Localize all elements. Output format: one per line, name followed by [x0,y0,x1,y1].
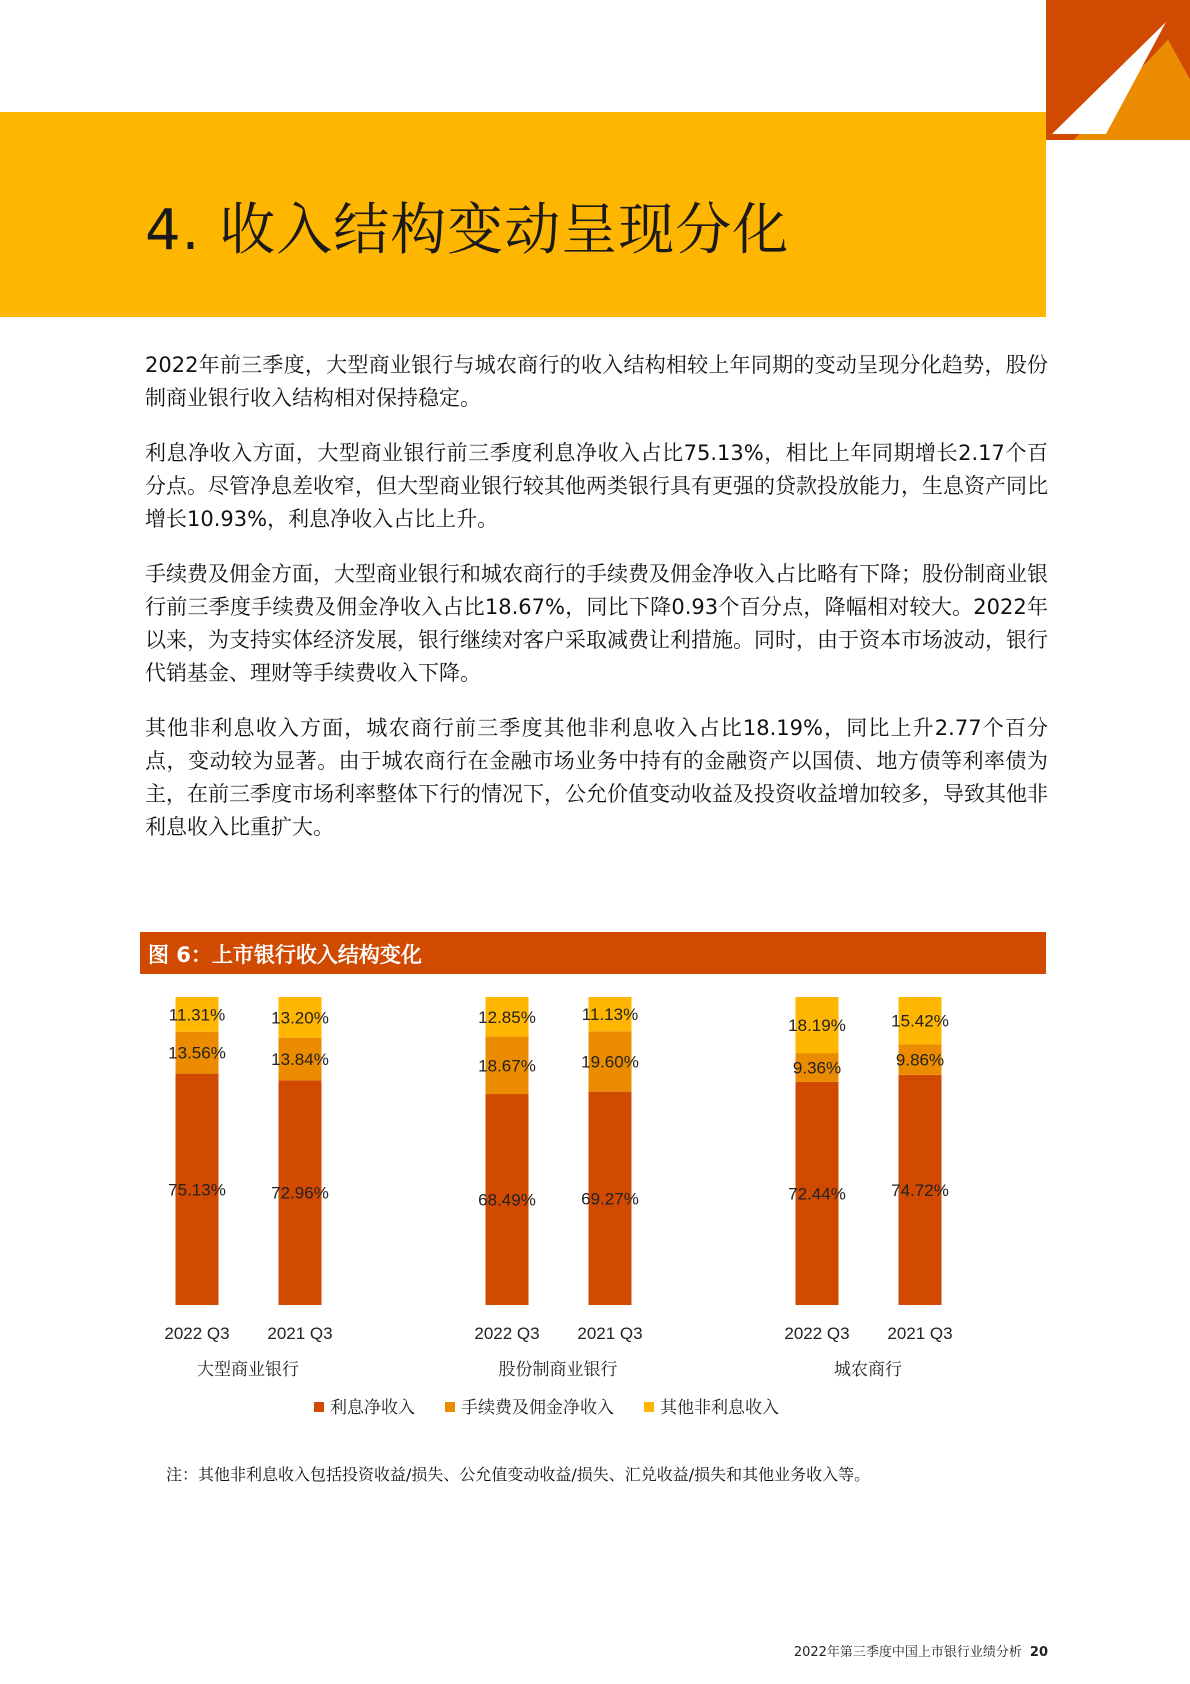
legend-label-fee: 手续费及佣金净收入 [461,1398,614,1417]
body-text [145,349,1048,866]
paragraph-interest-income: 利息净收入方面，大型商业银行前三季度利息净收入占比75.13%，相比上年同期增长2.17个百分点。尽管净息差收窄，但大型商业银行较其他两类银行具有更强的贷款投放能力，生息资产同比增长10.93%，利息净收入占比上升。 [145,441,1048,531]
data-label-other: 12.85% [478,1007,536,1027]
x-tick-label: 2021 Q3 [267,1324,333,1343]
x-tick-label: 2021 Q3 [577,1324,643,1343]
data-label-fee: 13.56% [168,1043,226,1063]
x-tick-label: 2022 Q3 [164,1324,230,1343]
page-number: 20 [1029,1645,1048,1660]
x-tick-label: 2022 Q3 [784,1324,850,1343]
data-label-fee: 19.60% [581,1052,639,1072]
page-title: 4. 收入结构变动呈现分化 [145,198,790,263]
paragraph-intro: 2022年前三季度，大型商业银行与城农商行的收入结构相较上年同期的变动呈现分化趋势，股份制商业银行收入结构相对保持稳定。 [145,353,1048,410]
legend-swatch-fee [445,1402,455,1412]
data-label-other: 11.31% [168,1005,226,1025]
legend-swatch-interest [314,1402,324,1412]
data-label-other: 18.19% [788,1016,846,1036]
income-structure-chart [140,985,1046,1430]
group-label: 大型商业银行 [197,1360,299,1379]
group-label: 城农商行 [834,1360,902,1379]
corner-logo [1046,0,1190,140]
chart-note: 注：其他非利息收入包括投资收益/损失、公允值变动收益/损失、汇兑收益/损失和其他业务收入等。 [166,1465,871,1484]
legend-label-interest: 利息净收入 [330,1398,415,1417]
group-label: 股份制商业银行 [498,1360,618,1379]
paragraph-other-income: 其他非利息收入方面，城农商行前三季度其他非利息收入占比18.19%，同比上升2.77个百分点，变动较为显著。由于城农商行在金融市场业务中持有的金融资产以国债、地方债等利率债为主，在前三季度市场利率整体下行的情况下，公允价值变动收益及投资收益增加较多，导致其他非利息收入比重扩大。 [145,716,1048,839]
legend-swatch-other [644,1402,654,1412]
data-label-other: 11.13% [581,1005,639,1025]
chart-svg [140,985,1046,1430]
data-label-interest: 69.27% [581,1189,639,1209]
data-label-fee: 18.67% [478,1056,536,1076]
figure-title: 图 6：上市银行收入结构变化 [148,943,422,967]
page-footer [794,1641,1048,1660]
paragraph-fee-commission: 手续费及佣金方面，大型商业银行和城农商行的手续费及佣金净收入占比略有下降；股份制商业银行前三季度手续费及佣金净收入占比18.67%，同比下降0.93个百分点，降幅相对较大。2022年以来，为支持实体经济发展，银行继续对客户采取减费让利措施。同时，由于资本市场波动，银行代销基金、理财等手续费收入下降。 [145,562,1048,685]
footer-title: 2022年第三季度中国上市银行业绩分析 [793,1645,1022,1660]
data-label-other: 13.20% [271,1008,329,1028]
legend-label-other: 其他非利息收入 [660,1398,779,1417]
data-label-interest: 72.96% [271,1183,329,1203]
data-label-interest: 68.49% [478,1190,536,1210]
data-label-fee: 13.84% [271,1049,329,1069]
data-label-fee: 9.36% [792,1058,842,1078]
x-tick-label: 2022 Q3 [474,1324,540,1343]
data-label-other: 15.42% [891,1011,949,1031]
data-label-interest: 75.13% [168,1180,226,1200]
figure-title-bar [140,932,1046,974]
data-label-interest: 72.44% [788,1184,846,1204]
data-label-interest: 74.72% [891,1180,949,1200]
data-label-fee: 9.86% [895,1050,945,1070]
x-tick-label: 2021 Q3 [887,1324,953,1343]
